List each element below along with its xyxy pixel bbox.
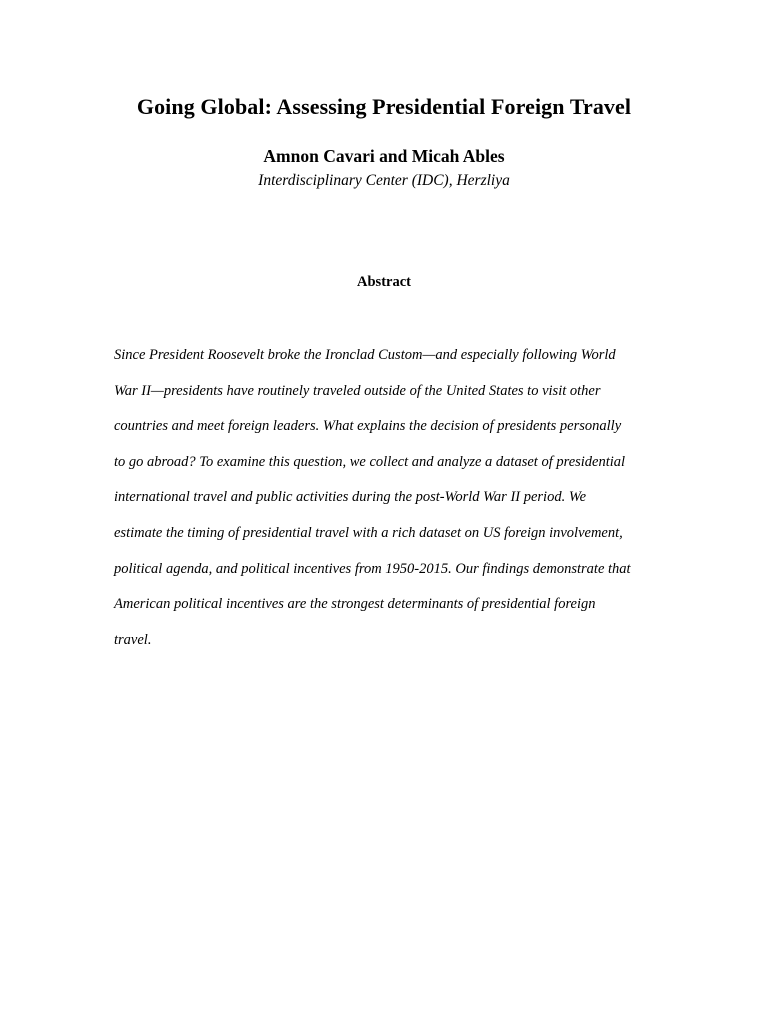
abstract-line: Since President Roosevelt broke the Ironclad Custom—and especially following World <box>114 347 616 363</box>
abstract-line: American political incentives are the strongest determinants of presidential foreign <box>114 596 596 613</box>
abstract-line: countries and meet foreign leaders. What explains the decision of presidents personally <box>114 418 622 435</box>
paper-title: Going Global: Assessing Presidential Foreign Travel <box>136 94 632 119</box>
abstract-line: to go abroad? To examine this question, we collect and analyze a dataset of presidential <box>114 453 626 470</box>
abstract-line: War II—presidents have routinely traveled outside of the United States to visit other <box>114 382 601 399</box>
abstract-body <box>114 344 659 664</box>
abstract-heading: Abstract <box>357 274 411 290</box>
abstract-line: estimate the timing of presidential travel with a rich dataset on US foreign involvement, <box>114 524 623 541</box>
author-affiliation: Interdisciplinary Center (IDC), Herzliya <box>258 172 510 189</box>
abstract-line: international travel and public activities during the post-World War II period. We <box>114 489 587 506</box>
abstract-line: political agenda, and political incentives from 1950-2015. Our findings demonstrate that <box>114 560 631 577</box>
paper-authors: Amnon Cavari and Micah Ables <box>263 146 505 166</box>
abstract-line: travel. <box>114 631 152 648</box>
